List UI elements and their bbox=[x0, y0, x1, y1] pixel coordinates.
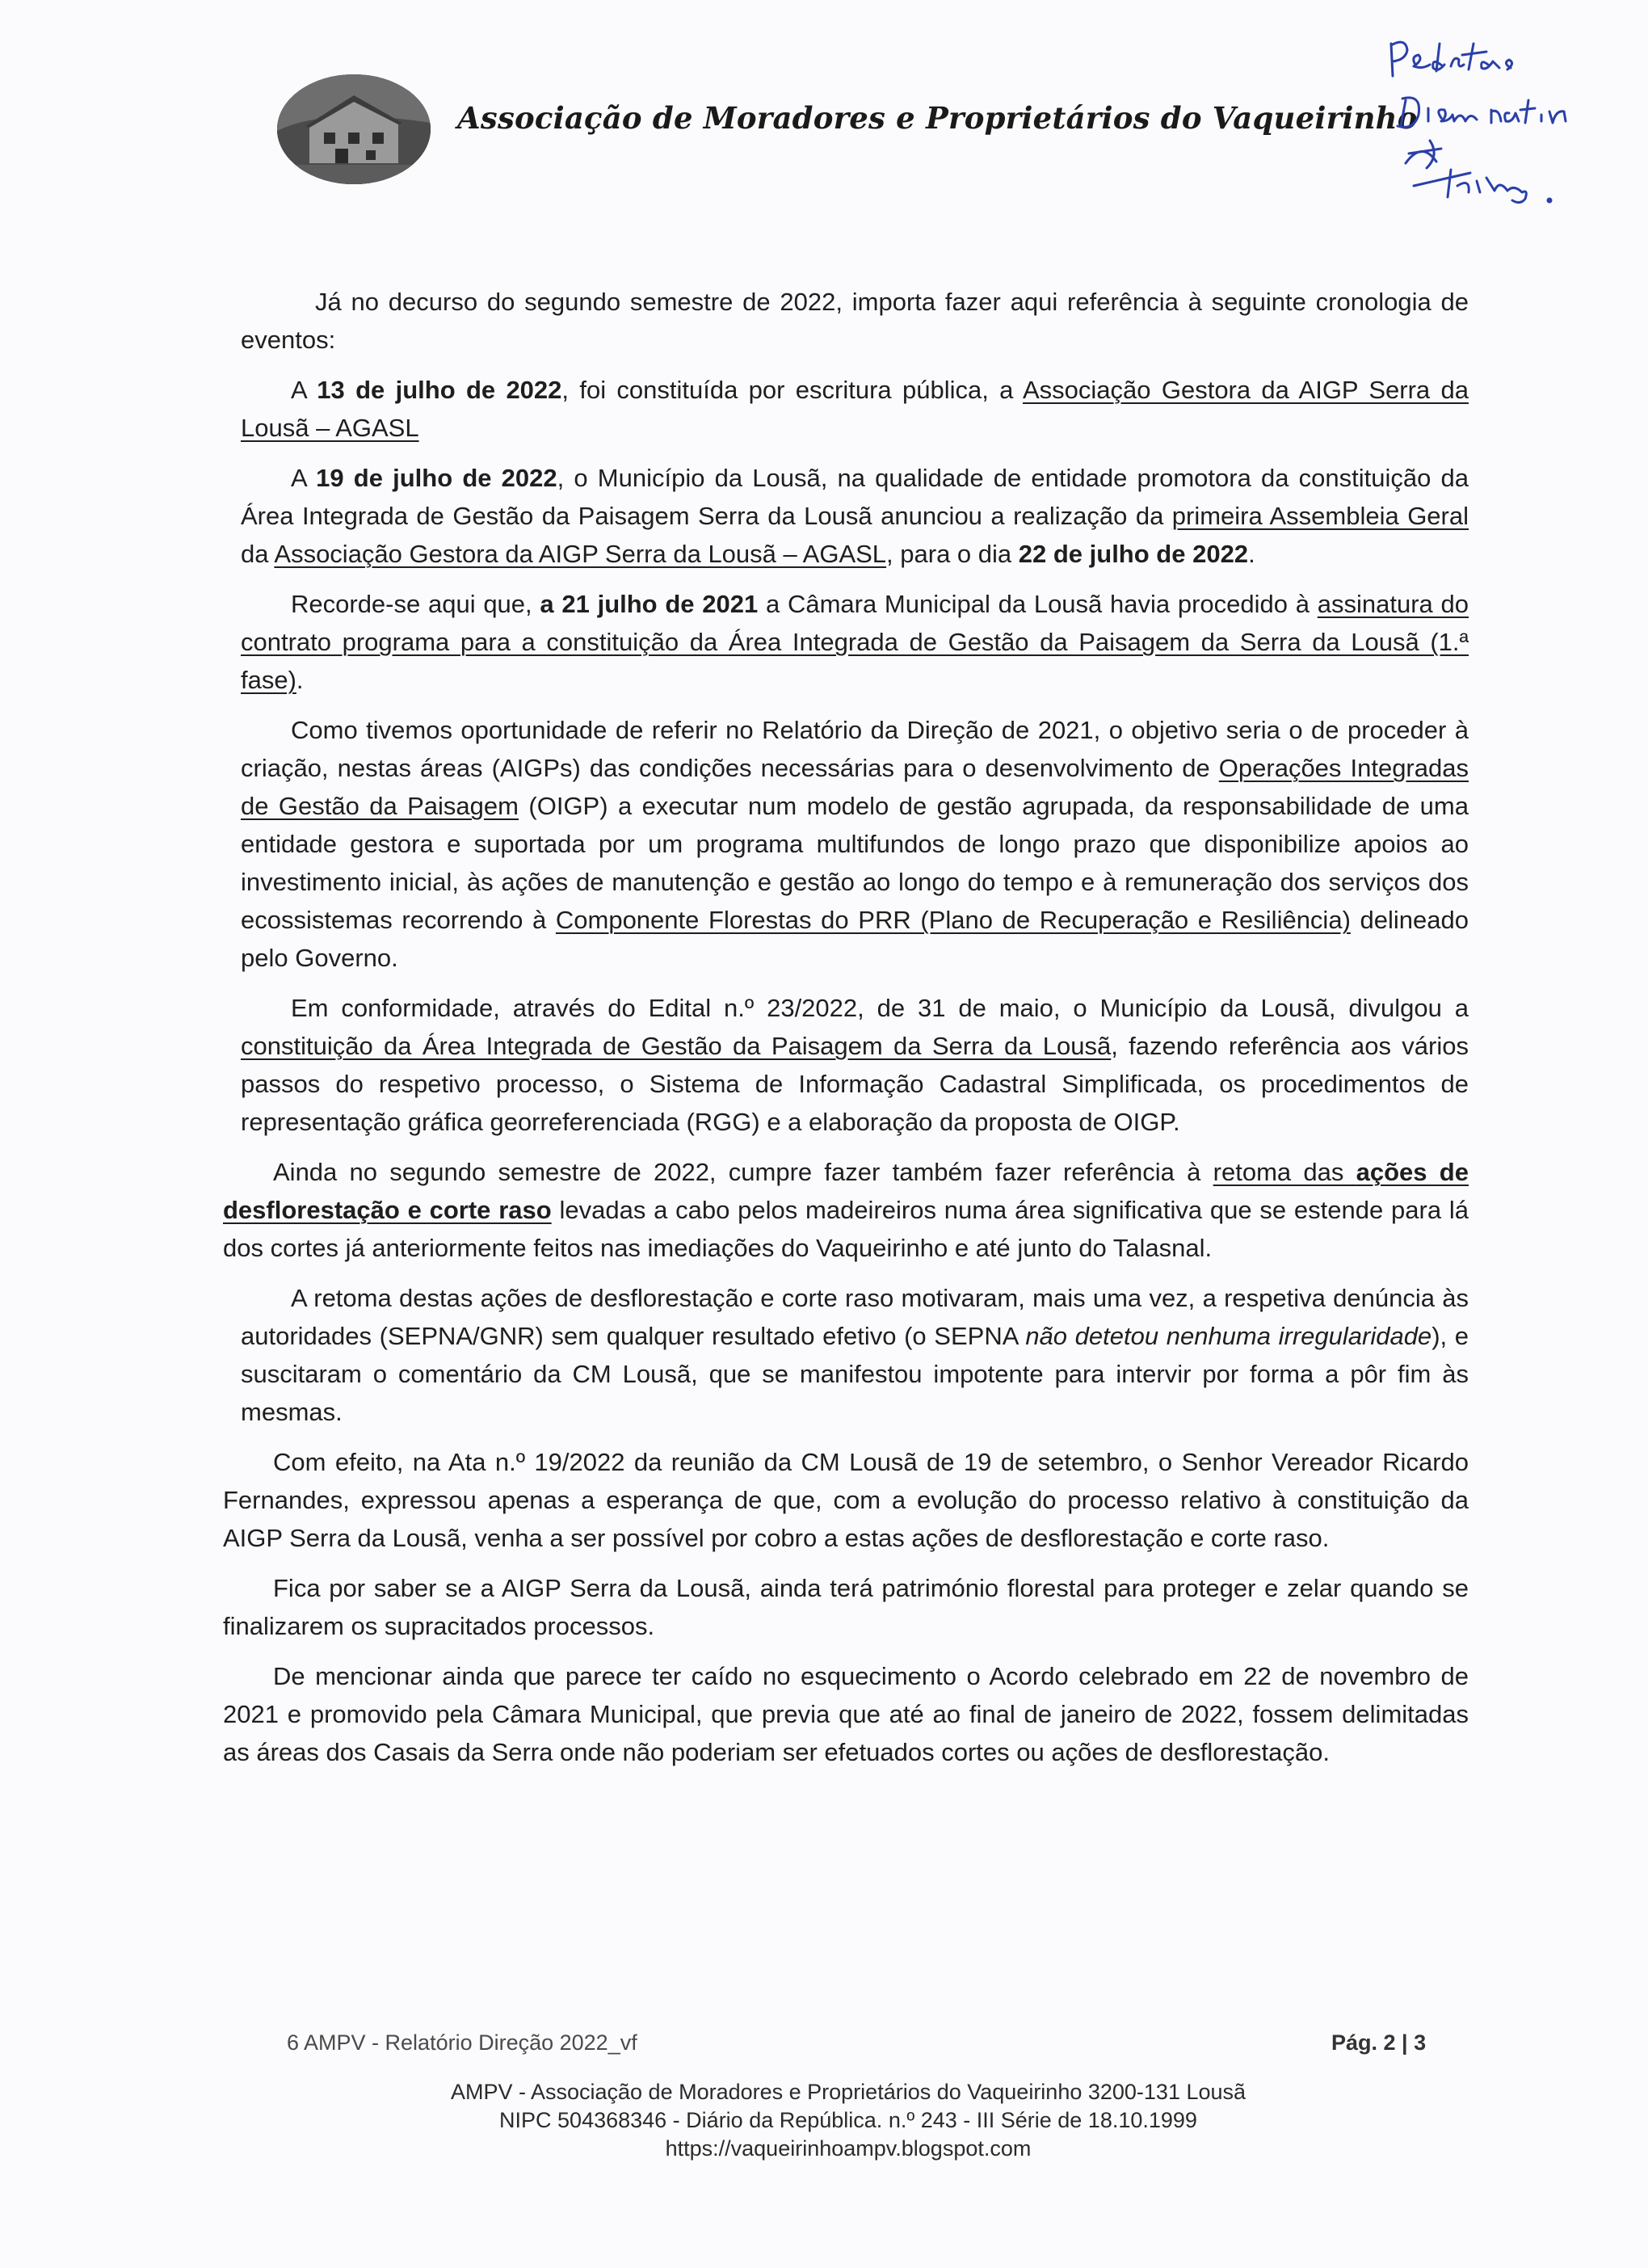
footer-address-block bbox=[339, 2078, 1357, 2163]
association-title: Associação de Moradores e Proprietários do Vaqueirinho bbox=[457, 100, 1418, 136]
footer-line-nipc: NIPC 504368346 - Diário da República. n.º 243 - III Série de 18.10.1999 bbox=[499, 2108, 1197, 2132]
footer-doc-reference: 6 AMPV - Relatório Direção 2022_vf bbox=[287, 2030, 637, 2055]
footer-line-association: AMPV - Associação de Moradores e Proprietários do Vaqueirinho 3200-131 Lousã bbox=[450, 2080, 1247, 2104]
paragraph-intro: Já no decurso do segundo semestre de 2022, importa fazer aqui referência à seguinte cronologia de eventos: bbox=[241, 288, 1469, 354]
paragraph-edital: Em conformidade, através do Edital n.º 23/2022, de 31 de maio, o Município da Lousã, divulgou a constituição da Área Integrada de Gestão da Paisagem da Serra da Lousã, fazendo referência aos vários passos do respetivo processo, o Sistema de Informação Cadastral Simplificada, os procedimentos de representação gráfica georreferenciada (RGG) e a elaboração da proposta de OIGP. bbox=[241, 994, 1469, 1136]
paragraph-heritage: Fica por saber se a AIGP Serra da Lousã, ainda terá património florestal para proteger e zelar quando se finalizarem os supracitados processos. bbox=[223, 1574, 1469, 1640]
body-text bbox=[223, 283, 1469, 1783]
paragraph-contract-signature: Recorde-se aqui que, a 21 julho de 2021 a Câmara Municipal da Lousã havia procedido à assinatura do contrato programa para a constituição da Área Integrada de Gestão da Paisagem da Serra da Lousã (1.ª fase). bbox=[241, 590, 1469, 694]
paragraph-agasl-founding: A 13 de julho de 2022, foi constituída por escritura pública, a Associação Gestora da AIGP Serra da Lousã – AGASL bbox=[241, 376, 1469, 442]
footer-line-website: https://vaqueirinhoampv.blogspot.com bbox=[665, 2136, 1032, 2161]
paragraph-agreement: De mencionar ainda que parece ter caído no esquecimento o Acordo celebrado em 22 de novembro de 2021 e promovido pela Câmara Municipal, que previa que até ao final de janeiro de 2022, fossem delimitadas as áreas dos Casais da Serra onde não poderiam ser efetuados cortes ou ações de desflorestação. bbox=[223, 1662, 1469, 1766]
paragraph-complaint: A retoma destas ações de desflorestação e corte raso motivaram, mais uma vez, a respetiva denúncia às autoridades (SEPNA/GNR) sem qualquer resultado efetivo (o SEPNA não detetou nenhuma irregularidade), e suscitaram o comentário da CM Lousã, que se manifestou impotente para intervir por forma a pôr fim às mesmas. bbox=[241, 1284, 1469, 1426]
paragraph-council-minutes: Com efeito, na Ata n.º 19/2022 da reunião da CM Lousã de 19 de setembro, o Senhor Vereador Ricardo Fernandes, expressou apenas a esperança de que, com a evolução do processo relativo à constituição da AIGP Serra da Lousã, venha a ser possível por cobro a estas ações de desflorestação e corte raso. bbox=[223, 1448, 1469, 1552]
footer-page-number: Pág. 2 | 3 bbox=[1331, 2030, 1427, 2055]
handwritten-signatures bbox=[1373, 19, 1583, 213]
association-logo bbox=[277, 74, 431, 184]
agasl-link: Associação Gestora da AIGP Serra da Lousã – AGASL bbox=[241, 376, 1469, 442]
paragraph-deforestation: Ainda no segundo semestre de 2022, cumpre fazer também fazer referência à retoma das ações de desflorestação e corte raso levadas a cabo pelos madeireiros numa área significativa que se estende para lá dos cortes já anteriormente feitos nas imediações do Vaqueirinho e até junto do Talasnal. bbox=[223, 1158, 1469, 1262]
paragraph-objectives: Como tivemos oportunidade de referir no Relatório da Direção de 2021, o objetivo seria o de proceder à criação, nestas áreas (AIGPs) das condições necessárias para o desenvolvimento de Operações Integradas de Gestão da Paisagem (OIGP) a executar num modelo de gestão agrupada, da responsabilidade de uma entidade gestora e suportada por um programa multifundos de longo prazo que disponibilize apoios ao investimento inicial, às ações de manutenção e gestão ao longo do tempo e à remuneração dos serviços dos ecossistemas recorrendo à Componente Florestas do PRR (Plano de Recuperação e Resiliência) delineado pelo Governo. bbox=[241, 716, 1469, 972]
house-photo-image bbox=[277, 74, 431, 184]
paragraph-assembly-announcement: A 19 de julho de 2022, o Município da Lousã, na qualidade de entidade promotora da constituição da Área Integrada de Gestão da Paisagem Serra da Lousã anunciou a realização da primeira Assembleia Geral da Associação Gestora da AIGP Serra da Lousã – AGASL, para o dia 22 de julho de 2022. bbox=[241, 464, 1469, 568]
